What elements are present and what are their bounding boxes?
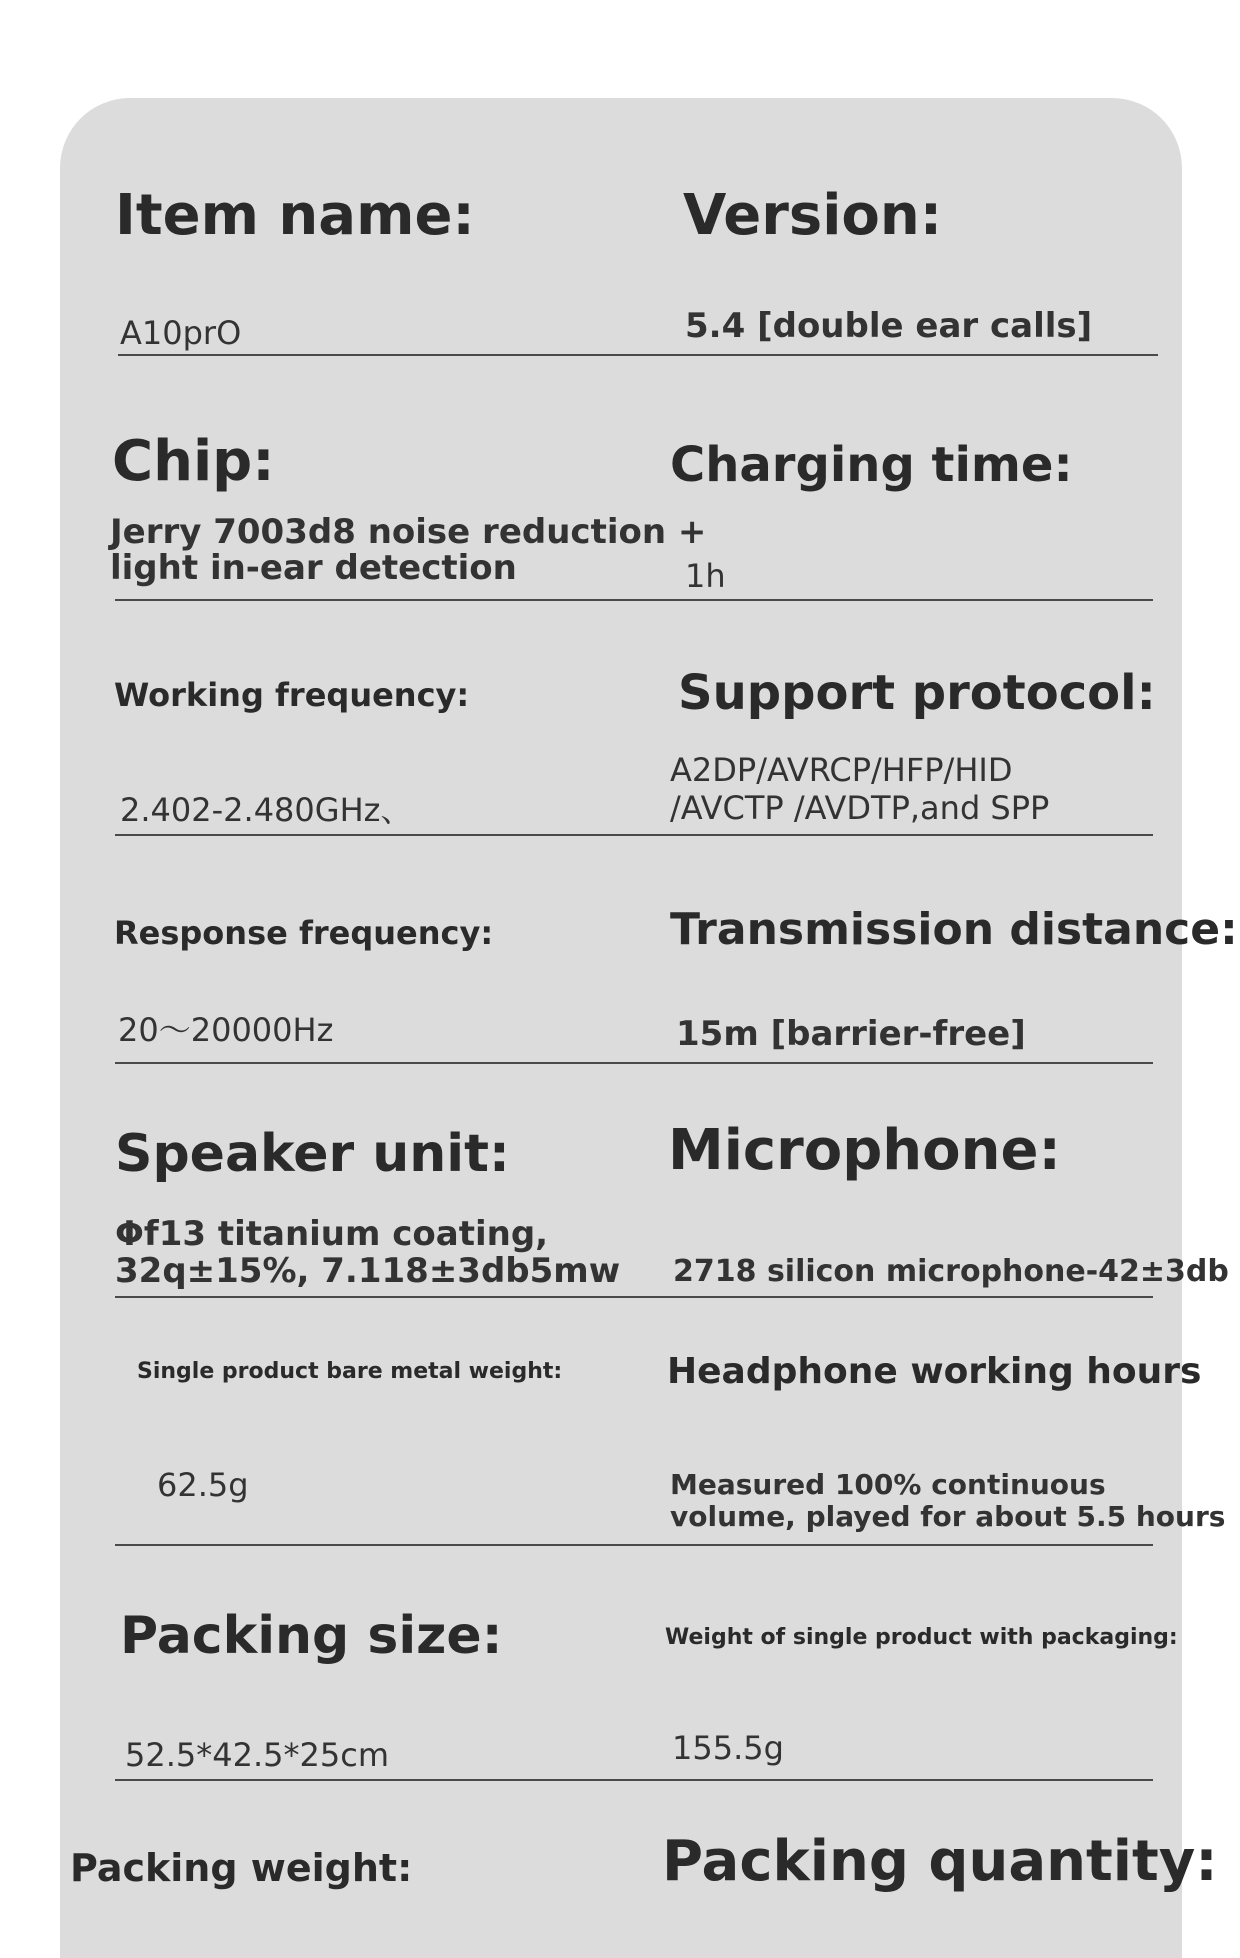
chip-value-line1: Jerry 7003d8 noise reduction + — [110, 512, 707, 552]
charging-time-label: Charging time: — [670, 437, 1073, 493]
packing-size-label: Packing size: — [120, 1606, 503, 1666]
support-protocol-value-line2: /AVCTP /AVDTP,and SPP — [670, 789, 1050, 827]
spec-card — [60, 98, 1238, 1958]
row-divider — [115, 834, 1153, 836]
charging-time-value: 1h — [685, 557, 726, 595]
bare-weight-value: 62.5g — [157, 1466, 249, 1504]
packaged-weight-label: Weight of single product with packaging: — [665, 1625, 1178, 1650]
row-divider — [118, 354, 1158, 356]
speaker-unit-label: Speaker unit: — [115, 1124, 510, 1184]
packing-quantity-label: Packing quantity: — [662, 1829, 1218, 1894]
transmission-distance-value: 15m [barrier-free] — [676, 1014, 1026, 1054]
packing-size-value: 52.5*42.5*25cm — [125, 1736, 389, 1774]
transmission-distance-label: Transmission distance: — [670, 904, 1238, 955]
bare-weight-label: Single product bare metal weight: — [137, 1359, 563, 1384]
working-frequency-value: 2.402-2.480GHz、 — [120, 791, 413, 829]
microphone-label: Microphone: — [668, 1118, 1061, 1183]
microphone-value: 2718 silicon microphone-42±3db — [673, 1254, 1229, 1289]
version-label: Version: — [683, 183, 943, 248]
row-divider — [115, 599, 1153, 601]
row-divider — [115, 1062, 1153, 1064]
response-frequency-value: 20～20000Hz — [118, 1011, 334, 1049]
speaker-unit-value-line2: 32q±15%, 7.118±3db5mw — [115, 1251, 621, 1291]
packaged-weight-value: 155.5g — [672, 1729, 784, 1767]
chip-value-line2: light in-ear detection — [110, 548, 517, 588]
working-frequency-label: Working frequency: — [114, 676, 470, 714]
row-divider — [115, 1296, 1153, 1298]
item-name-value: A10prO — [120, 314, 242, 352]
working-hours-value-line1: Measured 100% continuous — [670, 1468, 1106, 1501]
version-value: 5.4 [double ear calls] — [685, 306, 1093, 346]
speaker-unit-value-line1: Φf13 titanium coating, — [115, 1214, 549, 1254]
row-divider — [115, 1779, 1153, 1781]
support-protocol-value-line1: A2DP/AVRCP/HFP/HID — [670, 751, 1013, 789]
row-divider — [115, 1544, 1153, 1546]
working-hours-label: Headphone working hours — [667, 1351, 1202, 1392]
item-name-label: Item name: — [115, 183, 475, 248]
working-hours-value-line2: volume, played for about 5.5 hours — [670, 1500, 1226, 1533]
packing-weight-label: Packing weight: — [70, 1846, 413, 1890]
chip-label: Chip: — [112, 429, 275, 494]
support-protocol-label: Support protocol: — [678, 665, 1156, 721]
response-frequency-label: Response frequency: — [114, 914, 494, 952]
